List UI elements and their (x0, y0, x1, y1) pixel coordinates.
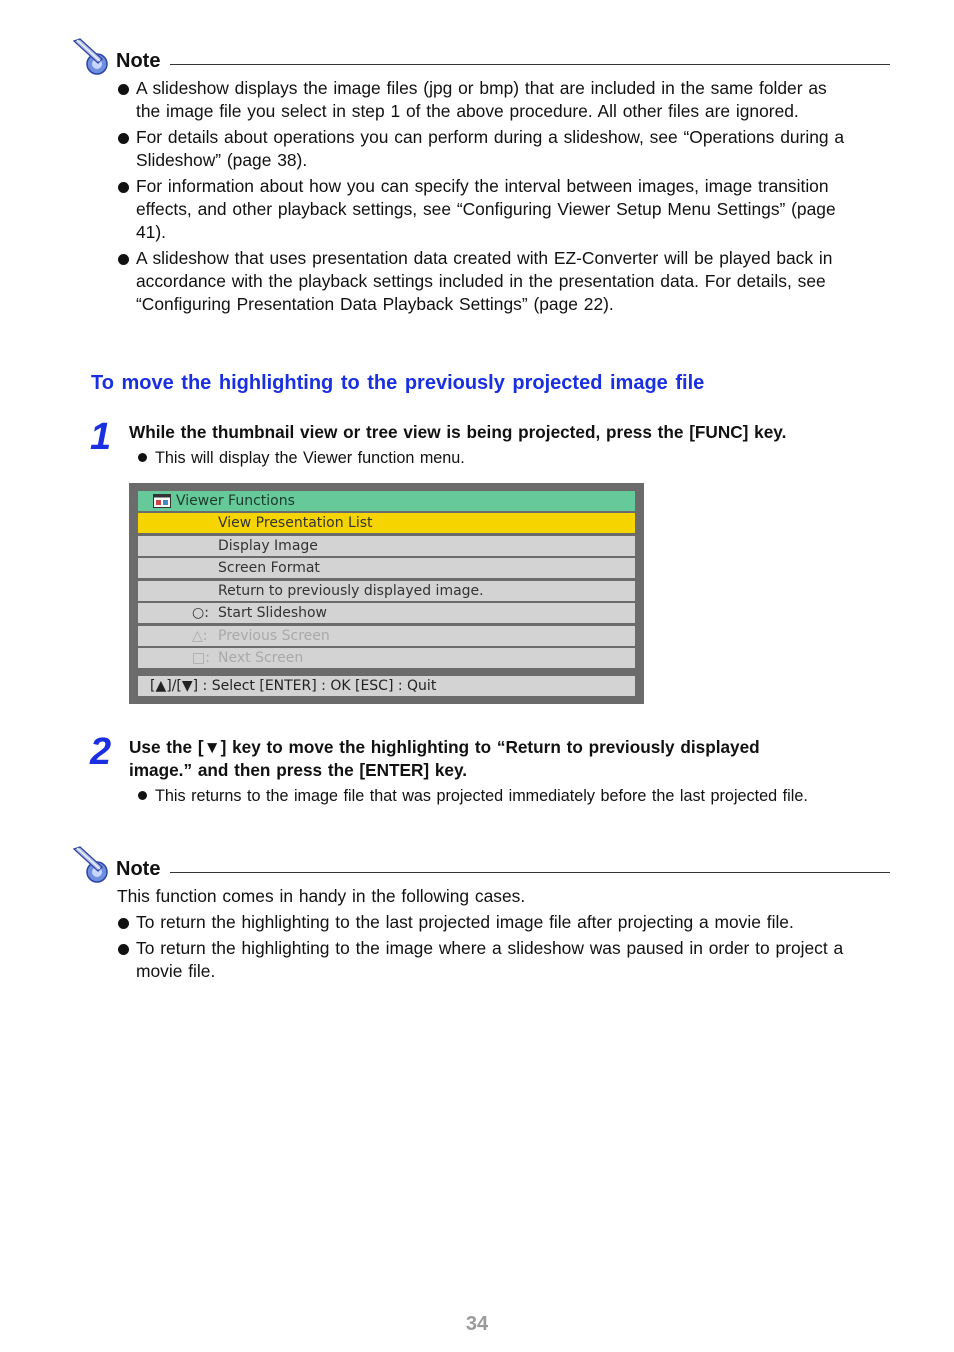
step-instruction: Use the [▼] key to move the highlighting to “Return to previously displayed image.” and then press the [ENTER] key. (129, 737, 760, 780)
note-pen-icon (72, 37, 112, 77)
viewer-functions-screen (129, 483, 644, 704)
step-sub-list (137, 448, 837, 468)
section-heading: To move the highlighting to the previously projected image file (91, 372, 705, 394)
note-list (117, 911, 847, 986)
menu-item-previous-screen[interactable]: △: Previous Screen (138, 626, 635, 646)
note-divider (170, 64, 890, 65)
note-label: Note (116, 50, 161, 72)
list-item: A slideshow displays the image files (jpg or bmp) that are included in the same folder as the image file you select in step 1 of the above procedure. All other files are ignored. (117, 77, 847, 123)
note-list (117, 77, 847, 319)
step-number: 2 (90, 731, 112, 773)
menu-item-screen-format[interactable]: Screen Format (138, 558, 635, 578)
menu-footer: [▲]/[▼] : Select [ENTER] : OK [ESC] : Quit (138, 676, 635, 696)
page-number: 34 (465, 1313, 489, 1335)
note-label: Note (116, 858, 161, 880)
menu-item-return-previous-image[interactable]: Return to previously displayed image. (138, 581, 635, 601)
triangle-icon: △: (192, 628, 208, 644)
list-item: This returns to the image file that was projected immediately before the last projected file. (137, 786, 837, 806)
step-number: 1 (90, 416, 112, 458)
note-divider (170, 872, 890, 873)
list-item: To return the highlighting to the image where a slideshow was paused in order to project a movie file. (117, 937, 847, 983)
list-item: For information about how you can specify the interval between images, image transition effects, and other playback settings, see “Configuring Viewer Setup Menu Settings” (page 41). (117, 175, 847, 244)
list-item: To return the highlighting to the last projected image file after projecting a movie file. (117, 911, 847, 934)
window-icon (153, 494, 171, 508)
list-item: A slideshow that uses presentation data created with EZ-Converter will be played back in accordance with the playback settings included in the presentation data. For details, see “Configuring Presentation Data Playback Settings” (page 22). (117, 247, 847, 316)
circle-icon: ○: (192, 605, 209, 621)
note-pen-icon (72, 845, 112, 885)
square-icon: □: (192, 650, 210, 666)
menu-item-display-image[interactable]: Display Image (138, 536, 635, 556)
menu-item-view-presentation-list[interactable]: View Presentation List (138, 513, 635, 533)
note-intro: This function comes in handy in the following cases. (117, 886, 526, 906)
note-header (72, 845, 890, 885)
list-item: For details about operations you can perform during a slideshow, see “Operations during a Slideshow” (page 38). (117, 126, 847, 172)
step-sub-list (137, 786, 837, 806)
menu-item-start-slideshow[interactable]: ○: Start Slideshow (138, 603, 635, 623)
step-instruction: While the thumbnail view or tree view is being projected, press the [FUNC] key. (129, 422, 787, 442)
menu-item-next-screen[interactable]: □: Next Screen (138, 648, 635, 668)
menu-title-bar: Viewer Functions (138, 491, 635, 511)
list-item: This will display the Viewer function menu. (137, 448, 837, 468)
note-header (72, 37, 890, 77)
